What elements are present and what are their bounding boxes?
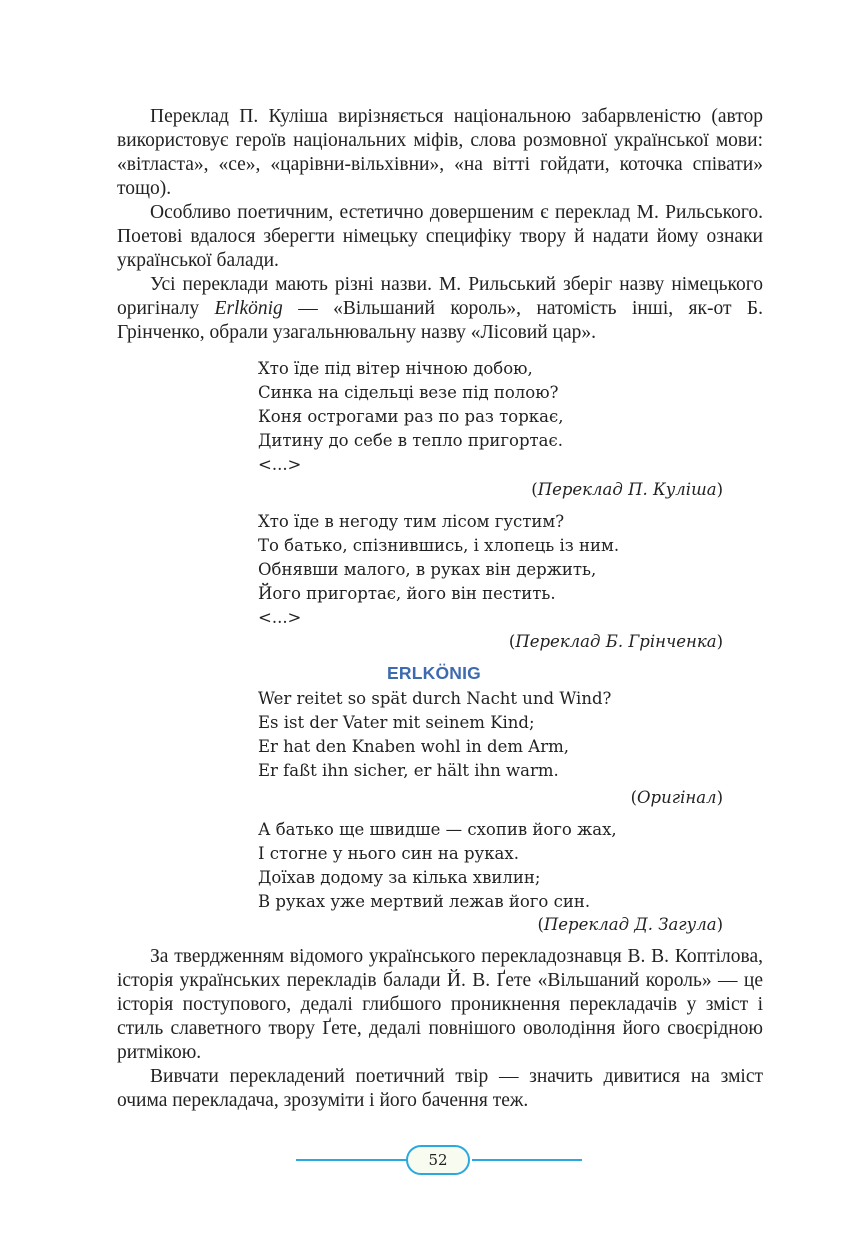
- poem-heading: ERLKÖNIG: [387, 663, 481, 683]
- poem-line: Коня острогами раз по раз торкає,: [258, 407, 564, 426]
- paragraph-rylsky-translation: Особливо поетичним, естетично довершеним є переклад М. Рильського. Поетові вдалося зберегти німецьку специфіку твору й надати йому ознаки української балади.: [117, 202, 763, 271]
- paragraph-text-before: Усі переклади мають різні назви. М. Рильський зберіг назву німецького оригіналу: [117, 274, 763, 319]
- attribution-grinchenko: (Переклад Б. Грінченка): [508, 632, 723, 651]
- footer-rule-left: [296, 1159, 408, 1161]
- poem-line: І стогне у нього син на руках.: [258, 844, 519, 863]
- poem-line: Обнявши малого, в руках він держить,: [258, 560, 597, 579]
- stanza-zagul: [258, 818, 738, 914]
- poem-line: Синка на сідельці везе під полою?: [258, 383, 559, 402]
- attribution-text: Оригінал: [637, 788, 717, 807]
- poem-ellipsis: <...>: [258, 608, 302, 627]
- paragraph-translation-titles: [117, 273, 763, 345]
- poem-line: Хто їде під вітер нічною добою,: [258, 359, 533, 378]
- paragraph-text-after: — «Вільшаний король», натомість інші, як-от Б. Грінченко, обрали узагальнювальну назву «Лісовий цар».: [117, 298, 763, 343]
- poem-line: В руках уже мертвий лежав його син.: [258, 892, 591, 911]
- paragraph-koptilov: За твердженням відомого українського перекладознавця В. В. Коптілова, історія українських перекладів балади Й. В. Ґете «Вільшаний король» — це історія поступового, дедалі глибшого проникнення перекладачів у зміст і стиль славетного твору Ґете, дедалі повнішого оволодіння його своєрідною ритмікою.: [117, 946, 763, 1063]
- stanza-kulish: [258, 357, 738, 477]
- poem-ellipsis: <...>: [258, 455, 302, 474]
- poem-line: Es ist der Vater mit seinem Kind;: [258, 713, 535, 732]
- poem-line: А батько ще швидше — схопив його жах,: [258, 820, 617, 839]
- attribution-kulish: (Переклад П. Куліша): [531, 480, 723, 499]
- erlkonig-italic-title: Erlkönig: [214, 298, 283, 319]
- poem-line: Er faßt ihn sicher, er hält ihn warm.: [258, 761, 559, 780]
- attribution-text: Переклад П. Куліша: [537, 480, 717, 499]
- paragraph-conclusion: Вивчати перекладений поетичний твір — значить дивитися на зміст очима перекладача, зрозуміти і його бачення теж.: [117, 1066, 763, 1111]
- page-number: 52: [406, 1145, 470, 1175]
- poem-line: Wer reitet so spät durch Nacht und Wind?: [258, 689, 612, 708]
- poem-line: То батько, спізнившись, і хлопець із ним.: [258, 536, 620, 555]
- paragraph-kulish-translation: Переклад П. Куліша вирізняється національною забарвленістю (автор використовує героїв національних міфів, слова розмовної української мови: «вітласта», «се», «царівни-вільхівни», «на вітті гойдати, коточка співати» тощо).: [117, 106, 763, 199]
- poem-line: Його пригортає, його він пестить.: [258, 584, 556, 603]
- attribution-text: Переклад Д. Загула: [543, 915, 717, 934]
- stanza-original: [258, 687, 738, 783]
- poem-line: Дитину до себе в тепло пригортає.: [258, 431, 564, 450]
- attribution-zagul: (Переклад Д. Загула): [537, 915, 723, 934]
- footer-rule-right: [472, 1159, 582, 1161]
- poem-line: Хто їде в негоду тим лісом густим?: [258, 512, 565, 531]
- attribution-original: (Оригінал): [630, 788, 723, 807]
- poem-line: Доїхав додому за кілька хвилин;: [258, 868, 541, 887]
- poem-line: Er hat den Knaben wohl in dem Arm,: [258, 737, 569, 756]
- stanza-grinchenko: [258, 510, 738, 630]
- attribution-text: Переклад Б. Грінченка: [515, 632, 717, 651]
